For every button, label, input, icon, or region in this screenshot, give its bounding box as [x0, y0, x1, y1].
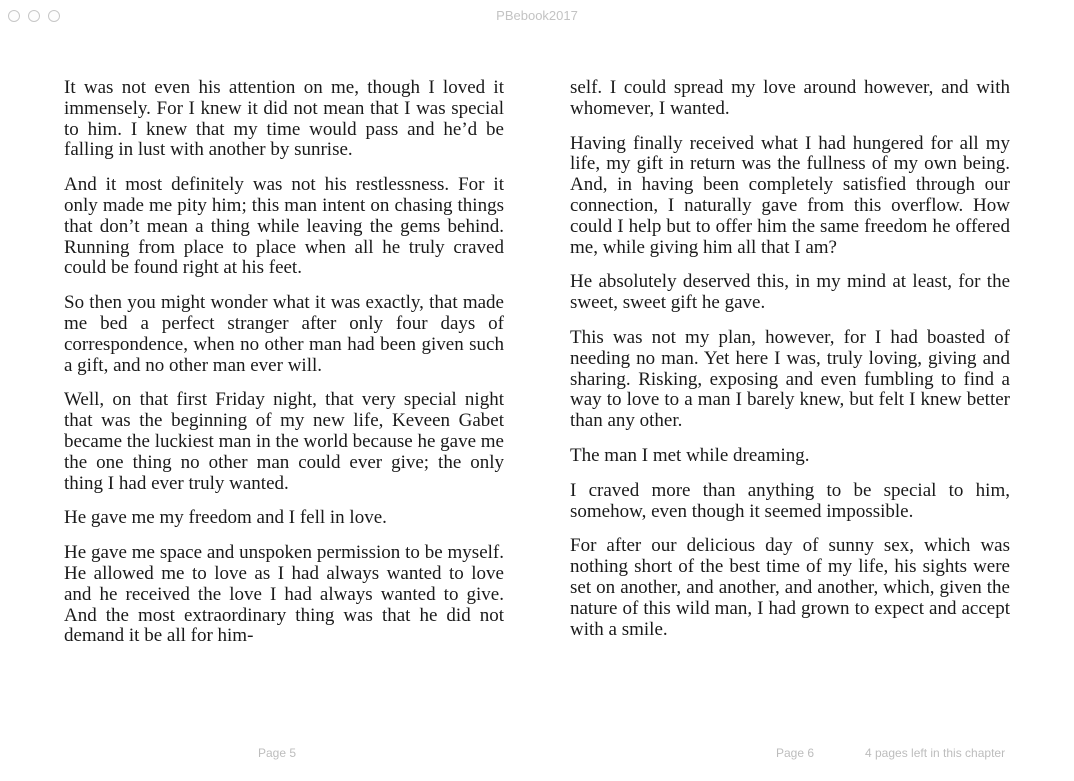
pages-left-in-chapter: 4 pages left in this chapter [865, 746, 1006, 760]
left-page[interactable] [64, 78, 504, 661]
paragraph: It was not even his attention on me, though I loved it immensely. For I knew it did not mean that I was special to him. I knew that my time would pass and he’d be falling in lust with another by sunrise. [64, 77, 504, 161]
paragraph: Having finally received what I had hungered for all my life, my gift in return was the fullness of my own being. And, in having been completely satisfied through our connection, I naturally gave from this overflow. How could I help but to offer him the same freedom he offered me, while giving him all that I am? [570, 132, 1010, 258]
paragraph: He absolutely deserved this, in my mind at least, for the sweet, sweet gift he gave. [570, 271, 1010, 314]
page-number-right: Page 6 [776, 746, 815, 760]
paragraph: And it most definitely was not his restlessness. For it only made me pity him; this man intent on chasing things that don’t mean a thing while leaving the gems behind. Running from place to place when all he truly craved could be found right at his feet. [64, 174, 504, 279]
paragraph: So then you might wonder what it was exactly, that made me bed a perfect stranger after only four days of correspondence, when no other man had been given such a gift, and no other man ever will. [64, 292, 504, 376]
paragraph: He gave me space and unspoken permission to be myself. He allowed me to love as I had always wanted to love and he received the love I had always wanted to give. And the most extraordinary thing was that he did not demand it be all for him- [64, 542, 504, 647]
window-titlebar [0, 0, 1074, 34]
window-title: PBebook2017 [496, 8, 578, 23]
paragraph: This was not my plan, however, for I had boasted of needing no man. Yet here I was, truly loving, giving and sharing. Risking, exposing and even fumbling to find a way to love to a man I barely knew, but felt I knew better than any other. [570, 326, 1010, 432]
right-page[interactable] [570, 78, 1010, 654]
paragraph: self. I could spread my love around however, and with whomever, I wanted. [570, 77, 1010, 119]
paragraph: For after our delicious day of sunny sex, which was nothing short of the best time of my life, his sights were set on another, and another, and another, which, given the nature of this wild man, I had grown to expect and accept with a smile. [570, 535, 1010, 640]
page-number-left: Page 5 [258, 746, 297, 760]
paragraph: I craved more than anything to be special to him, somehow, even though it seemed impossible. [570, 479, 1010, 522]
paragraph: Well, on that first Friday night, that very special night that was the beginning of my new life, Keveen Gabet became the luckiest man in the world because he gave me the one thing no other man could ever give; the only thing I had ever truly wanted. [64, 389, 504, 494]
paragraph: The man I met while dreaming. [570, 444, 810, 466]
paragraph: He gave me my freedom and I fell in love. [64, 507, 387, 529]
